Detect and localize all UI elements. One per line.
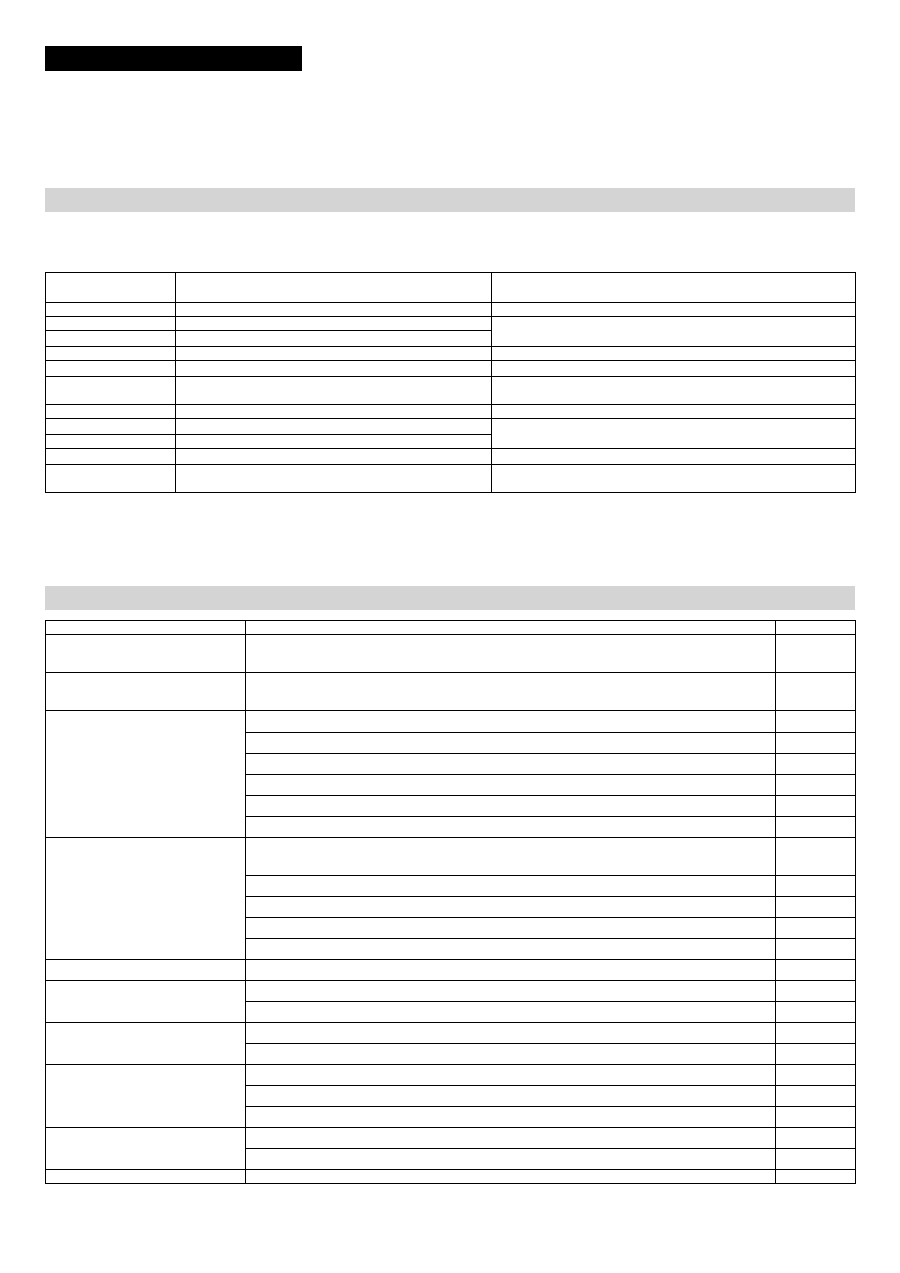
cell-value: [776, 796, 856, 817]
table-row: [46, 377, 856, 405]
cell-label: [46, 303, 176, 317]
section-heading-bar-2: [45, 586, 855, 610]
table-row: [46, 317, 856, 331]
cell-description: [176, 317, 492, 331]
table-row: [46, 1065, 856, 1086]
cell-description: [246, 838, 776, 876]
cell-description: [176, 405, 492, 419]
cell-description: [246, 817, 776, 838]
cell-value: [492, 273, 856, 303]
cell-category: [46, 1128, 246, 1170]
cell-value: [776, 1086, 856, 1107]
cell-description: [246, 635, 776, 673]
cell-description: [246, 711, 776, 733]
cell-value: [492, 449, 856, 465]
cell-value: [776, 817, 856, 838]
cell-value: [492, 405, 856, 419]
cell-description: [176, 331, 492, 347]
cell-label: [46, 317, 176, 331]
cell-description: [246, 796, 776, 817]
table-row: [46, 273, 856, 303]
cell-description: [246, 673, 776, 711]
table-row: [46, 405, 856, 419]
table-row: [46, 960, 856, 981]
table-row: [46, 347, 856, 361]
cell-label: [46, 347, 176, 361]
cell-description: [246, 1128, 776, 1149]
cell-value: [776, 838, 856, 876]
table-row: [46, 361, 856, 377]
section-heading-bar-1: [45, 188, 855, 212]
cell-description: [246, 876, 776, 897]
cell-value: [776, 1002, 856, 1023]
cell-value: [776, 939, 856, 960]
cell-value: [776, 733, 856, 754]
cell-value: [492, 317, 856, 347]
table-row: [46, 838, 856, 876]
features-table: [45, 620, 856, 1184]
cell-label: [46, 449, 176, 465]
cell-value: [776, 960, 856, 981]
cell-description: [246, 918, 776, 939]
table-row: [46, 419, 856, 435]
cell-category: [46, 635, 246, 673]
cell-value: [776, 1128, 856, 1149]
cell-value: [492, 347, 856, 361]
cell-description: [176, 435, 492, 449]
cell-description: [246, 1002, 776, 1023]
cell-category: [46, 1065, 246, 1128]
column-header-description: [246, 621, 776, 635]
cell-value: [492, 419, 856, 449]
table-row: [46, 1023, 856, 1044]
cell-value: [776, 1149, 856, 1170]
specifications-table: [45, 272, 856, 493]
table-row: [46, 1170, 856, 1184]
column-header-category: [46, 621, 246, 635]
cell-value: [776, 1065, 856, 1086]
cell-value: [776, 1023, 856, 1044]
cell-value: [492, 465, 856, 493]
cell-description: [246, 960, 776, 981]
cell-value: [776, 876, 856, 897]
cell-description: [176, 361, 492, 377]
cell-value: [776, 711, 856, 733]
cell-value: [776, 754, 856, 775]
cell-label: [46, 273, 176, 303]
cell-category: [46, 1023, 246, 1065]
cell-label: [46, 405, 176, 419]
cell-value: [776, 1170, 856, 1184]
table-row: [46, 449, 856, 465]
cell-label: [46, 465, 176, 493]
cell-category: [46, 838, 246, 960]
table-row: [46, 635, 856, 673]
cell-value: [776, 897, 856, 918]
cell-category: [46, 1170, 246, 1184]
cell-description: [176, 465, 492, 493]
cell-label: [46, 419, 176, 435]
table-row: [46, 465, 856, 493]
cell-category: [46, 711, 246, 838]
cell-category: [46, 960, 246, 981]
column-header-value: [776, 621, 856, 635]
cell-value: [776, 635, 856, 673]
table-row: [46, 303, 856, 317]
cell-description: [246, 981, 776, 1002]
cell-description: [246, 1170, 776, 1184]
cell-value: [776, 1044, 856, 1065]
cell-value: [776, 918, 856, 939]
table-row: [46, 1128, 856, 1149]
cell-value: [492, 361, 856, 377]
cell-category: [46, 673, 246, 711]
table-row: [46, 711, 856, 733]
cell-value: [776, 775, 856, 796]
cell-description: [246, 754, 776, 775]
cell-value: [776, 673, 856, 711]
cell-label: [46, 435, 176, 449]
cell-description: [246, 1086, 776, 1107]
cell-description: [246, 1107, 776, 1128]
cell-value: [776, 981, 856, 1002]
cell-description: [176, 449, 492, 465]
cell-value: [492, 303, 856, 317]
cell-category: [46, 981, 246, 1023]
cell-description: [176, 303, 492, 317]
table-header-row: [46, 621, 856, 635]
cell-description: [176, 377, 492, 405]
cell-label: [46, 331, 176, 347]
cell-description: [246, 733, 776, 754]
cell-label: [46, 377, 176, 405]
cell-description: [246, 1023, 776, 1044]
cell-description: [246, 897, 776, 918]
cell-description: [176, 273, 492, 303]
page-title-bar: [45, 46, 302, 71]
table-row: [46, 673, 856, 711]
cell-description: [176, 419, 492, 435]
table-row: [46, 981, 856, 1002]
cell-description: [246, 939, 776, 960]
cell-description: [246, 1149, 776, 1170]
cell-description: [246, 775, 776, 796]
cell-description: [246, 1044, 776, 1065]
cell-value: [776, 1107, 856, 1128]
cell-description: [176, 347, 492, 361]
cell-value: [492, 377, 856, 405]
cell-label: [46, 361, 176, 377]
cell-description: [246, 1065, 776, 1086]
